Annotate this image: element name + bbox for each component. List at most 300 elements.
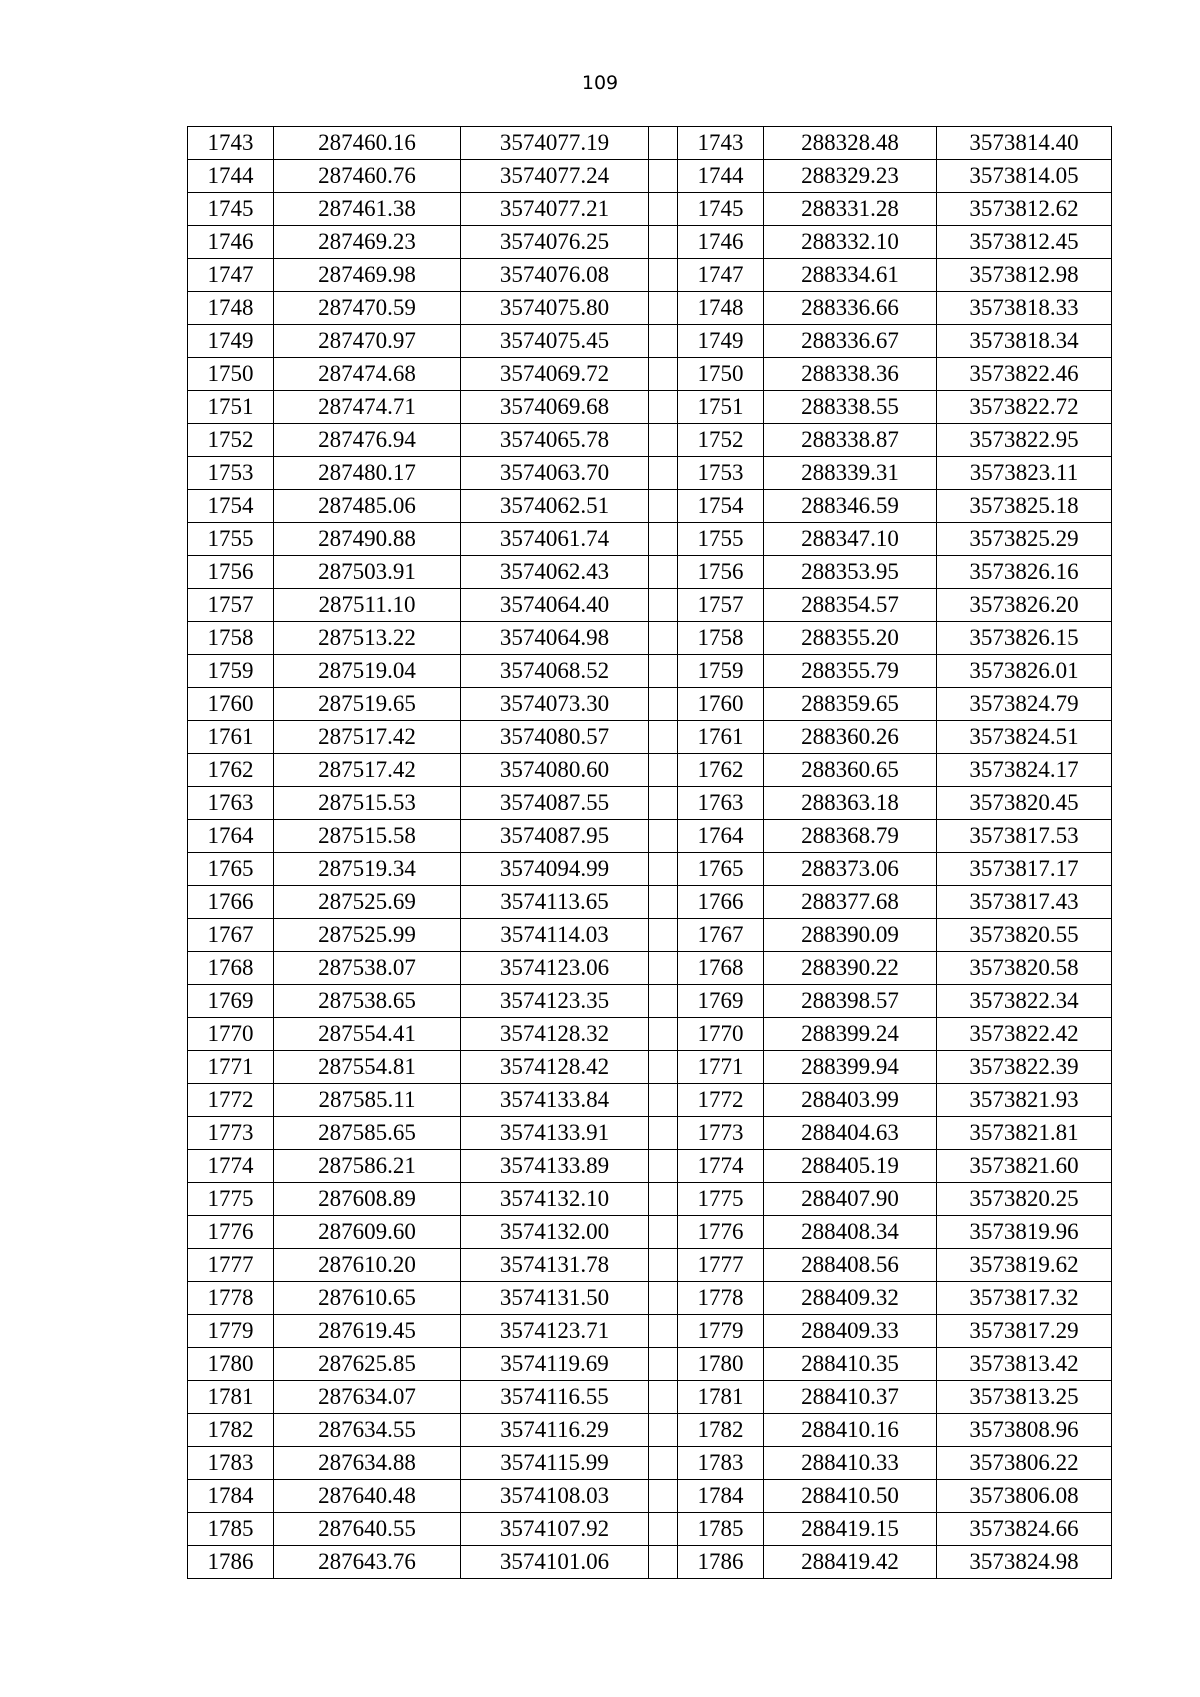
- left-point-id-cell: 1751: [188, 391, 274, 424]
- right-y-cell: 3573814.05: [937, 160, 1112, 193]
- right-point-id-cell: 1781: [678, 1381, 764, 1414]
- left-y-cell: 3574075.80: [461, 292, 649, 325]
- left-x-cell: 287469.23: [274, 226, 461, 259]
- right-x-cell: 288398.57: [764, 985, 937, 1018]
- right-y-cell: 3573821.60: [937, 1150, 1112, 1183]
- right-point-id-cell: 1755: [678, 523, 764, 556]
- spacer-cell: [649, 1018, 678, 1051]
- table-row: [188, 358, 1112, 391]
- left-point-id-cell: 1764: [188, 820, 274, 853]
- spacer-cell: [649, 556, 678, 589]
- right-x-cell: 288338.87: [764, 424, 937, 457]
- left-x-cell: 287474.71: [274, 391, 461, 424]
- table-row: [188, 391, 1112, 424]
- right-y-cell: 3573806.08: [937, 1480, 1112, 1513]
- left-y-cell: 3574077.24: [461, 160, 649, 193]
- right-y-cell: 3573820.58: [937, 952, 1112, 985]
- left-x-cell: 287517.42: [274, 721, 461, 754]
- left-y-cell: 3574087.55: [461, 787, 649, 820]
- spacer-cell: [649, 787, 678, 820]
- right-y-cell: 3573818.34: [937, 325, 1112, 358]
- left-y-cell: 3574123.35: [461, 985, 649, 1018]
- left-point-id-cell: 1784: [188, 1480, 274, 1513]
- left-y-cell: 3574107.92: [461, 1513, 649, 1546]
- table-row: [188, 787, 1112, 820]
- table-row: [188, 1315, 1112, 1348]
- left-point-id-cell: 1775: [188, 1183, 274, 1216]
- left-x-cell: 287474.68: [274, 358, 461, 391]
- right-point-id-cell: 1747: [678, 259, 764, 292]
- right-y-cell: 3573817.17: [937, 853, 1112, 886]
- left-x-cell: 287585.11: [274, 1084, 461, 1117]
- left-y-cell: 3574132.10: [461, 1183, 649, 1216]
- right-y-cell: 3573826.15: [937, 622, 1112, 655]
- left-point-id-cell: 1782: [188, 1414, 274, 1447]
- left-point-id-cell: 1783: [188, 1447, 274, 1480]
- spacer-cell: [649, 523, 678, 556]
- left-point-id-cell: 1786: [188, 1546, 274, 1579]
- left-x-cell: 287511.10: [274, 589, 461, 622]
- left-x-cell: 287554.81: [274, 1051, 461, 1084]
- left-x-cell: 287538.65: [274, 985, 461, 1018]
- left-y-cell: 3574133.91: [461, 1117, 649, 1150]
- left-y-cell: 3574077.19: [461, 127, 649, 160]
- right-y-cell: 3573826.01: [937, 655, 1112, 688]
- left-point-id-cell: 1763: [188, 787, 274, 820]
- right-x-cell: 288399.24: [764, 1018, 937, 1051]
- right-y-cell: 3573821.93: [937, 1084, 1112, 1117]
- right-point-id-cell: 1753: [678, 457, 764, 490]
- left-y-cell: 3574116.55: [461, 1381, 649, 1414]
- right-point-id-cell: 1774: [678, 1150, 764, 1183]
- left-point-id-cell: 1757: [188, 589, 274, 622]
- table-row: [188, 1150, 1112, 1183]
- right-point-id-cell: 1764: [678, 820, 764, 853]
- left-point-id-cell: 1746: [188, 226, 274, 259]
- right-y-cell: 3573825.29: [937, 523, 1112, 556]
- right-y-cell: 3573813.25: [937, 1381, 1112, 1414]
- left-x-cell: 287519.34: [274, 853, 461, 886]
- right-y-cell: 3573824.98: [937, 1546, 1112, 1579]
- table-row: [188, 1216, 1112, 1249]
- left-x-cell: 287610.65: [274, 1282, 461, 1315]
- left-x-cell: 287513.22: [274, 622, 461, 655]
- table-row: [188, 1546, 1112, 1579]
- table-row: [188, 721, 1112, 754]
- left-point-id-cell: 1756: [188, 556, 274, 589]
- page-number: 109: [581, 72, 619, 94]
- right-y-cell: 3573821.81: [937, 1117, 1112, 1150]
- left-point-id-cell: 1785: [188, 1513, 274, 1546]
- right-point-id-cell: 1758: [678, 622, 764, 655]
- left-y-cell: 3574131.78: [461, 1249, 649, 1282]
- table-row: [188, 1051, 1112, 1084]
- right-y-cell: 3573813.42: [937, 1348, 1112, 1381]
- left-point-id-cell: 1762: [188, 754, 274, 787]
- spacer-cell: [649, 160, 678, 193]
- left-x-cell: 287586.21: [274, 1150, 461, 1183]
- right-y-cell: 3573817.53: [937, 820, 1112, 853]
- right-point-id-cell: 1768: [678, 952, 764, 985]
- right-point-id-cell: 1761: [678, 721, 764, 754]
- left-x-cell: 287554.41: [274, 1018, 461, 1051]
- spacer-cell: [649, 259, 678, 292]
- table-row: [188, 1249, 1112, 1282]
- spacer-cell: [649, 754, 678, 787]
- spacer-cell: [649, 721, 678, 754]
- right-x-cell: 288419.15: [764, 1513, 937, 1546]
- spacer-cell: [649, 226, 678, 259]
- left-y-cell: 3574062.51: [461, 490, 649, 523]
- left-point-id-cell: 1749: [188, 325, 274, 358]
- left-x-cell: 287517.42: [274, 754, 461, 787]
- right-point-id-cell: 1749: [678, 325, 764, 358]
- spacer-cell: [649, 1546, 678, 1579]
- table-row: [188, 457, 1112, 490]
- right-x-cell: 288363.18: [764, 787, 937, 820]
- left-y-cell: 3574087.95: [461, 820, 649, 853]
- left-point-id-cell: 1774: [188, 1150, 274, 1183]
- left-point-id-cell: 1760: [188, 688, 274, 721]
- left-y-cell: 3574132.00: [461, 1216, 649, 1249]
- right-y-cell: 3573824.66: [937, 1513, 1112, 1546]
- left-y-cell: 3574123.06: [461, 952, 649, 985]
- right-x-cell: 288353.95: [764, 556, 937, 589]
- right-point-id-cell: 1759: [678, 655, 764, 688]
- table-row: [188, 490, 1112, 523]
- table-row: [188, 919, 1112, 952]
- table-row: [188, 1183, 1112, 1216]
- table-row: [188, 886, 1112, 919]
- table-row: [188, 1381, 1112, 1414]
- left-x-cell: 287519.04: [274, 655, 461, 688]
- left-x-cell: 287460.16: [274, 127, 461, 160]
- spacer-cell: [649, 358, 678, 391]
- left-point-id-cell: 1777: [188, 1249, 274, 1282]
- table-row: [188, 523, 1112, 556]
- right-point-id-cell: 1773: [678, 1117, 764, 1150]
- right-point-id-cell: 1785: [678, 1513, 764, 1546]
- left-point-id-cell: 1773: [188, 1117, 274, 1150]
- right-x-cell: 288329.23: [764, 160, 937, 193]
- table-row: [188, 226, 1112, 259]
- right-point-id-cell: 1751: [678, 391, 764, 424]
- spacer-cell: [649, 1183, 678, 1216]
- spacer-cell: [649, 325, 678, 358]
- left-point-id-cell: 1747: [188, 259, 274, 292]
- table-row: [188, 1282, 1112, 1315]
- right-y-cell: 3573824.51: [937, 721, 1112, 754]
- left-y-cell: 3574064.40: [461, 589, 649, 622]
- spacer-cell: [649, 952, 678, 985]
- table-row: [188, 1117, 1112, 1150]
- left-y-cell: 3574062.43: [461, 556, 649, 589]
- spacer-cell: [649, 457, 678, 490]
- right-point-id-cell: 1776: [678, 1216, 764, 1249]
- left-y-cell: 3574114.03: [461, 919, 649, 952]
- right-x-cell: 288339.31: [764, 457, 937, 490]
- left-x-cell: 287476.94: [274, 424, 461, 457]
- left-y-cell: 3574064.98: [461, 622, 649, 655]
- left-x-cell: 287461.38: [274, 193, 461, 226]
- right-y-cell: 3573818.33: [937, 292, 1112, 325]
- right-x-cell: 288359.65: [764, 688, 937, 721]
- spacer-cell: [649, 1513, 678, 1546]
- right-y-cell: 3573812.98: [937, 259, 1112, 292]
- coordinates-table-body: [188, 127, 1112, 1579]
- right-x-cell: 288355.20: [764, 622, 937, 655]
- left-point-id-cell: 1781: [188, 1381, 274, 1414]
- table-row: [188, 160, 1112, 193]
- right-y-cell: 3573819.62: [937, 1249, 1112, 1282]
- right-x-cell: 288338.36: [764, 358, 937, 391]
- right-x-cell: 288419.42: [764, 1546, 937, 1579]
- left-point-id-cell: 1753: [188, 457, 274, 490]
- left-x-cell: 287538.07: [274, 952, 461, 985]
- right-x-cell: 288399.94: [764, 1051, 937, 1084]
- spacer-cell: [649, 391, 678, 424]
- left-point-id-cell: 1744: [188, 160, 274, 193]
- left-point-id-cell: 1759: [188, 655, 274, 688]
- right-y-cell: 3573817.43: [937, 886, 1112, 919]
- right-y-cell: 3573806.22: [937, 1447, 1112, 1480]
- right-x-cell: 288409.32: [764, 1282, 937, 1315]
- table-row: [188, 259, 1112, 292]
- left-point-id-cell: 1748: [188, 292, 274, 325]
- right-point-id-cell: 1757: [678, 589, 764, 622]
- table-row: [188, 952, 1112, 985]
- left-point-id-cell: 1761: [188, 721, 274, 754]
- left-y-cell: 3574119.69: [461, 1348, 649, 1381]
- right-x-cell: 288360.65: [764, 754, 937, 787]
- right-y-cell: 3573822.39: [937, 1051, 1112, 1084]
- right-y-cell: 3573820.55: [937, 919, 1112, 952]
- right-y-cell: 3573824.17: [937, 754, 1112, 787]
- left-x-cell: 287525.99: [274, 919, 461, 952]
- right-y-cell: 3573822.46: [937, 358, 1112, 391]
- left-y-cell: 3574113.65: [461, 886, 649, 919]
- right-point-id-cell: 1777: [678, 1249, 764, 1282]
- right-x-cell: 288347.10: [764, 523, 937, 556]
- left-x-cell: 287625.85: [274, 1348, 461, 1381]
- right-point-id-cell: 1771: [678, 1051, 764, 1084]
- left-y-cell: 3574108.03: [461, 1480, 649, 1513]
- table-row: [188, 193, 1112, 226]
- left-y-cell: 3574131.50: [461, 1282, 649, 1315]
- table-row: [188, 1348, 1112, 1381]
- left-y-cell: 3574123.71: [461, 1315, 649, 1348]
- left-x-cell: 287460.76: [274, 160, 461, 193]
- table-row: [188, 688, 1112, 721]
- left-y-cell: 3574116.29: [461, 1414, 649, 1447]
- left-x-cell: 287470.59: [274, 292, 461, 325]
- right-x-cell: 288390.22: [764, 952, 937, 985]
- left-x-cell: 287470.97: [274, 325, 461, 358]
- left-x-cell: 287643.76: [274, 1546, 461, 1579]
- left-point-id-cell: 1772: [188, 1084, 274, 1117]
- right-x-cell: 288336.67: [764, 325, 937, 358]
- right-point-id-cell: 1745: [678, 193, 764, 226]
- table-row: [188, 985, 1112, 1018]
- spacer-cell: [649, 655, 678, 688]
- right-y-cell: 3573812.62: [937, 193, 1112, 226]
- right-point-id-cell: 1784: [678, 1480, 764, 1513]
- right-x-cell: 288328.48: [764, 127, 937, 160]
- left-x-cell: 287634.88: [274, 1447, 461, 1480]
- right-x-cell: 288373.06: [764, 853, 937, 886]
- left-point-id-cell: 1754: [188, 490, 274, 523]
- right-x-cell: 288346.59: [764, 490, 937, 523]
- right-x-cell: 288410.33: [764, 1447, 937, 1480]
- right-point-id-cell: 1762: [678, 754, 764, 787]
- left-point-id-cell: 1765: [188, 853, 274, 886]
- left-point-id-cell: 1767: [188, 919, 274, 952]
- left-y-cell: 3574080.57: [461, 721, 649, 754]
- spacer-cell: [649, 1315, 678, 1348]
- right-x-cell: 288409.33: [764, 1315, 937, 1348]
- right-x-cell: 288405.19: [764, 1150, 937, 1183]
- right-y-cell: 3573822.34: [937, 985, 1112, 1018]
- right-y-cell: 3573819.96: [937, 1216, 1112, 1249]
- spacer-cell: [649, 919, 678, 952]
- right-y-cell: 3573808.96: [937, 1414, 1112, 1447]
- left-point-id-cell: 1769: [188, 985, 274, 1018]
- spacer-cell: [649, 985, 678, 1018]
- left-x-cell: 287608.89: [274, 1183, 461, 1216]
- right-x-cell: 288410.50: [764, 1480, 937, 1513]
- right-x-cell: 288368.79: [764, 820, 937, 853]
- table-row: [188, 1018, 1112, 1051]
- left-y-cell: 3574128.32: [461, 1018, 649, 1051]
- left-y-cell: 3574069.72: [461, 358, 649, 391]
- right-x-cell: 288403.99: [764, 1084, 937, 1117]
- table-row: [188, 754, 1112, 787]
- right-point-id-cell: 1779: [678, 1315, 764, 1348]
- table-row: [188, 655, 1112, 688]
- spacer-cell: [649, 193, 678, 226]
- left-point-id-cell: 1778: [188, 1282, 274, 1315]
- left-x-cell: 287634.07: [274, 1381, 461, 1414]
- right-point-id-cell: 1756: [678, 556, 764, 589]
- table-row: [188, 1084, 1112, 1117]
- right-point-id-cell: 1744: [678, 160, 764, 193]
- left-y-cell: 3574115.99: [461, 1447, 649, 1480]
- table-row: [188, 292, 1112, 325]
- left-x-cell: 287619.45: [274, 1315, 461, 1348]
- right-x-cell: 288410.16: [764, 1414, 937, 1447]
- left-point-id-cell: 1770: [188, 1018, 274, 1051]
- left-y-cell: 3574068.52: [461, 655, 649, 688]
- spacer-cell: [649, 886, 678, 919]
- spacer-cell: [649, 1381, 678, 1414]
- table-row: [188, 853, 1112, 886]
- left-x-cell: 287490.88: [274, 523, 461, 556]
- spacer-cell: [649, 1480, 678, 1513]
- table-row: [188, 424, 1112, 457]
- left-x-cell: 287610.20: [274, 1249, 461, 1282]
- right-x-cell: 288354.57: [764, 589, 937, 622]
- right-x-cell: 288377.68: [764, 886, 937, 919]
- left-y-cell: 3574101.06: [461, 1546, 649, 1579]
- right-y-cell: 3573826.20: [937, 589, 1112, 622]
- right-y-cell: 3573822.95: [937, 424, 1112, 457]
- right-y-cell: 3573812.45: [937, 226, 1112, 259]
- right-point-id-cell: 1780: [678, 1348, 764, 1381]
- right-y-cell: 3573820.25: [937, 1183, 1112, 1216]
- left-y-cell: 3574080.60: [461, 754, 649, 787]
- right-x-cell: 288390.09: [764, 919, 937, 952]
- table-row: [188, 127, 1112, 160]
- left-y-cell: 3574076.25: [461, 226, 649, 259]
- left-point-id-cell: 1752: [188, 424, 274, 457]
- left-point-id-cell: 1745: [188, 193, 274, 226]
- spacer-cell: [649, 589, 678, 622]
- right-y-cell: 3573823.11: [937, 457, 1112, 490]
- right-point-id-cell: 1775: [678, 1183, 764, 1216]
- left-x-cell: 287525.69: [274, 886, 461, 919]
- right-y-cell: 3573814.40: [937, 127, 1112, 160]
- right-y-cell: 3573825.18: [937, 490, 1112, 523]
- right-point-id-cell: 1769: [678, 985, 764, 1018]
- left-x-cell: 287609.60: [274, 1216, 461, 1249]
- spacer-cell: [649, 424, 678, 457]
- table-row: [188, 622, 1112, 655]
- table-row: [188, 1414, 1112, 1447]
- left-point-id-cell: 1743: [188, 127, 274, 160]
- right-y-cell: 3573822.72: [937, 391, 1112, 424]
- spacer-cell: [649, 490, 678, 523]
- table-row: [188, 820, 1112, 853]
- left-x-cell: 287515.58: [274, 820, 461, 853]
- left-y-cell: 3574133.84: [461, 1084, 649, 1117]
- left-y-cell: 3574063.70: [461, 457, 649, 490]
- right-point-id-cell: 1782: [678, 1414, 764, 1447]
- spacer-cell: [649, 1249, 678, 1282]
- spacer-cell: [649, 1414, 678, 1447]
- left-x-cell: 287519.65: [274, 688, 461, 721]
- right-point-id-cell: 1752: [678, 424, 764, 457]
- spacer-cell: [649, 1282, 678, 1315]
- right-x-cell: 288404.63: [764, 1117, 937, 1150]
- right-y-cell: 3573817.29: [937, 1315, 1112, 1348]
- left-point-id-cell: 1758: [188, 622, 274, 655]
- table-row: [188, 556, 1112, 589]
- right-y-cell: 3573820.45: [937, 787, 1112, 820]
- table-row: [188, 589, 1112, 622]
- left-y-cell: 3574061.74: [461, 523, 649, 556]
- right-point-id-cell: 1746: [678, 226, 764, 259]
- right-x-cell: 288408.34: [764, 1216, 937, 1249]
- left-x-cell: 287503.91: [274, 556, 461, 589]
- left-x-cell: 287640.48: [274, 1480, 461, 1513]
- left-y-cell: 3574133.89: [461, 1150, 649, 1183]
- spacer-cell: [649, 1150, 678, 1183]
- right-x-cell: 288407.90: [764, 1183, 937, 1216]
- spacer-cell: [649, 1084, 678, 1117]
- right-y-cell: 3573822.42: [937, 1018, 1112, 1051]
- spacer-cell: [649, 1117, 678, 1150]
- left-point-id-cell: 1779: [188, 1315, 274, 1348]
- right-x-cell: 288355.79: [764, 655, 937, 688]
- right-x-cell: 288334.61: [764, 259, 937, 292]
- left-x-cell: 287480.17: [274, 457, 461, 490]
- right-point-id-cell: 1748: [678, 292, 764, 325]
- left-y-cell: 3574076.08: [461, 259, 649, 292]
- right-point-id-cell: 1783: [678, 1447, 764, 1480]
- left-x-cell: 287640.55: [274, 1513, 461, 1546]
- left-y-cell: 3574128.42: [461, 1051, 649, 1084]
- right-point-id-cell: 1786: [678, 1546, 764, 1579]
